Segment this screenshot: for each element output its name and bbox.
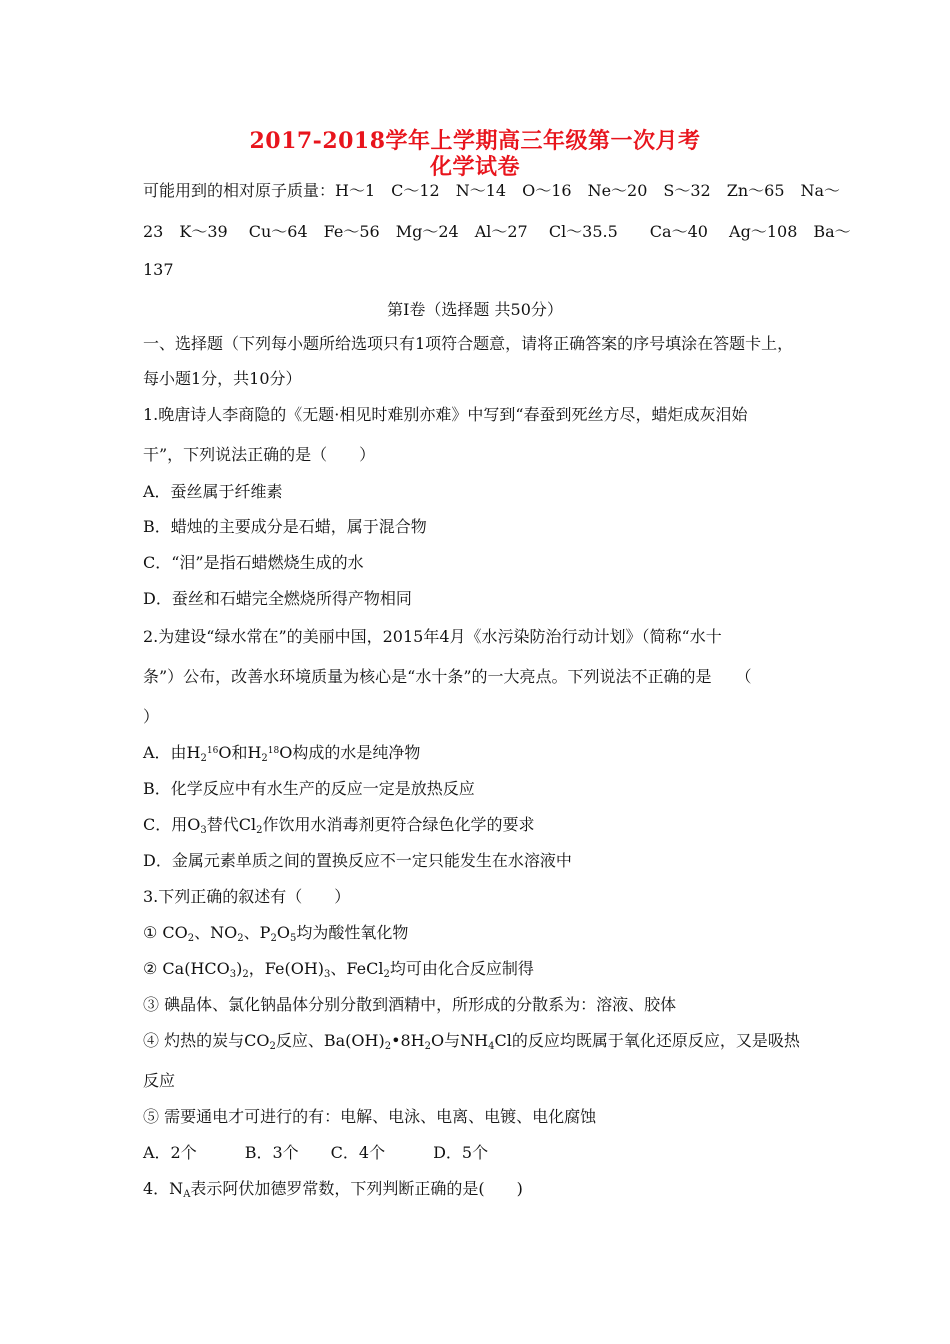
q1-option-b: B．蜡烛的主要成分是石蜡，属于混合物: [143, 517, 427, 536]
section-instructions-2: 每小题1分，共10分）: [143, 369, 302, 388]
q3-item-1: ① $CO_2$、$NO_2$、$P_2O_5$均为酸性氧化物: [143, 923, 409, 944]
section-heading: 第Ⅰ卷（选择题 共50分）: [387, 300, 563, 319]
q1-option-d: D．蚕丝和石蜡完全燃烧所得产物相同: [143, 589, 412, 608]
q2-stem-3: ）: [143, 707, 160, 726]
q3-stem: 3.下列正确的叙述有（ ）: [143, 887, 351, 906]
q2-option-a: A．由$H_2^{16}O$和$H_2^{18}O$构成的水是纯净物: [143, 743, 421, 764]
exam-subject: 化学试卷: [429, 154, 520, 180]
q1-option-a: A．蚕丝属于纤维素: [143, 482, 283, 501]
q2-option-c: C．用$O_3$替代$Cl_2$作饮用水消毒剂更符合绿色化学的要求: [143, 815, 535, 836]
exam-title: 2017-2018学年上学期高三年级第一次月考: [249, 128, 701, 154]
q3-item-3: ③ 碘晶体、氯化钠晶体分别分散到酒精中，所形成的分散系为：溶液、胶体: [143, 995, 677, 1014]
q1-option-c: C．“泪”是指石蜡燃烧生成的水: [143, 553, 364, 572]
q1-stem-1: 1.晚唐诗人李商隐的《无题·相见时难别亦难》中写到“春蚕到死丝方尽，蜡炬成灰泪始: [143, 405, 748, 424]
q2-option-b: B．化学反应中有水生产的反应一定是放热反应: [143, 779, 475, 798]
q3-item-4: ④ 灼热的炭与$CO_2$反应、$Ba(OH)_2•8H_2O$与$NH_4Cl$的反应均既属于氧化还原反应，又是吸热: [143, 1031, 800, 1052]
q4-stem: 4．$N_A$表示阿伏加德罗常数，下列判断正确的是( ): [143, 1179, 523, 1200]
q2-stem-1: 2.为建设“绿水常在”的美丽中国，2015年4月《水污染防治行动计划》（简称“水十: [143, 627, 722, 646]
q1-stem-2: 干”，下列说法正确的是（ ）: [143, 445, 376, 464]
atomic-mass-line-2: 23 K～39 Cu～64 Fe～56 Mg～24 Al～27 Cl～35.5 Ca～40 Ag～108 Ba～: [143, 222, 851, 241]
q2-option-d: D．金属元素单质之间的置换反应不一定只能发生在水溶液中: [143, 851, 572, 870]
q3-item-4-cont: 反应: [143, 1071, 176, 1090]
section-instructions-1: 一、选择题（下列每小题所给选项只有1项符合题意，请将正确答案的序号填涂在答题卡上，: [143, 334, 794, 353]
q2-stem-2: 条”）公布，改善水环境质量为核心是“水十条”的一大亮点。下列说法不正确的是 （: [143, 667, 752, 686]
atomic-mass-line-1: 可能用到的相对原子质量：H～1 C～12 N～14 O～16 Ne～20 S～32 Zn～65 Na～: [143, 181, 841, 200]
atomic-mass-line-3: 137: [143, 260, 174, 279]
q3-item-2: ② $Ca(HCO_3)_2$，$Fe(OH)_3$、FeCl$_2$均可由化合反应制得: [143, 959, 534, 980]
q3-options: A．2个 B．3个 C．4个 D．5个: [143, 1143, 489, 1162]
q3-item-5: ⑤ 需要通电才可进行的有：电解、电泳、电离、电镀、电化腐蚀: [143, 1107, 597, 1126]
